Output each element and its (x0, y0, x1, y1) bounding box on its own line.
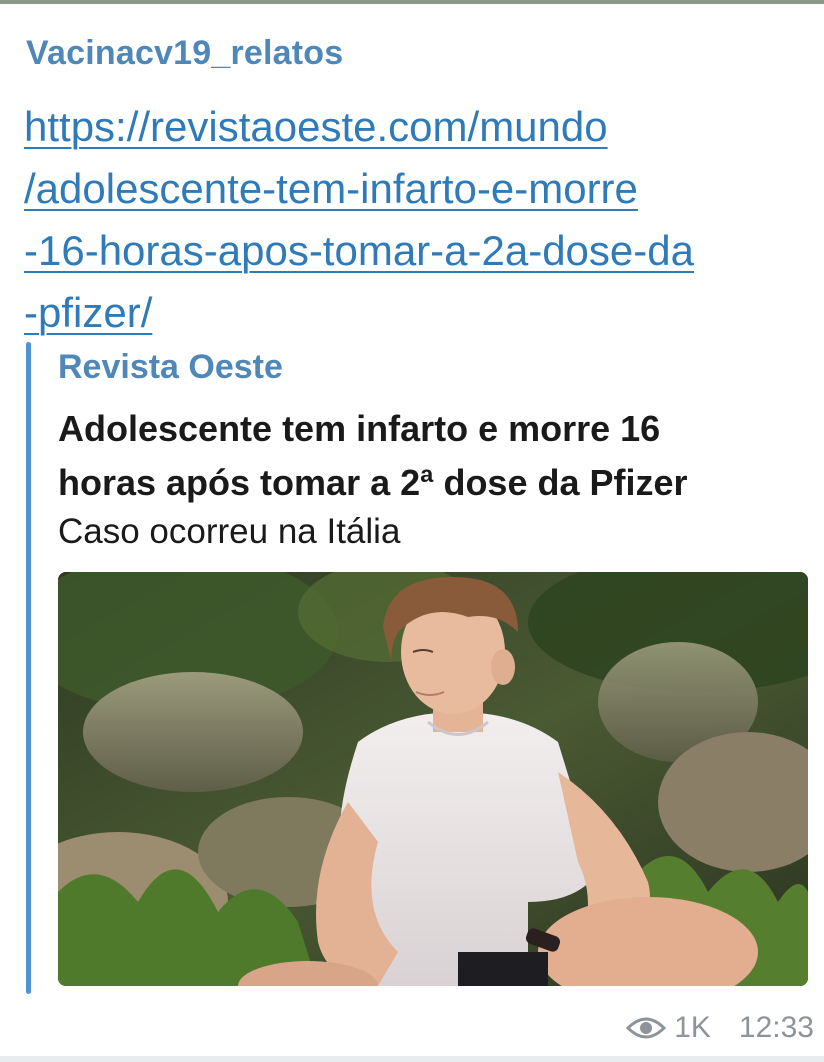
photo-of-teenager-sitting-among-rocks (58, 572, 808, 986)
link-line: https://revistaoeste.com/mundo (24, 103, 608, 150)
preview-description: Caso ocorreu na Itália (58, 512, 401, 551)
preview-accent-bar (26, 342, 31, 994)
link-preview[interactable] (26, 340, 816, 990)
link-line: /adolescente-tem-infarto-e-morre (24, 165, 638, 212)
link-line: -pfizer/ (24, 289, 153, 336)
channel-name[interactable]: Vacinacv19_relatos (26, 34, 344, 72)
link-line: -16-horas-apos-tomar-a-2a-dose-da (24, 227, 694, 274)
preview-title (58, 402, 798, 510)
message-time: 12:33 (738, 1011, 814, 1044)
preview-site-name: Revista Oeste (58, 348, 283, 386)
message-bubble (0, 4, 824, 1056)
message-meta (626, 1008, 814, 1048)
message-link[interactable] (24, 96, 814, 344)
preview-image[interactable] (58, 572, 808, 986)
bottom-edge (0, 1056, 824, 1062)
eye-icon (626, 1014, 666, 1042)
preview-title-line: horas após tomar a 2ª dose da Pfizer (58, 462, 688, 503)
preview-title-line: Adolescente tem infarto e morre 16 (58, 408, 661, 449)
views-count: 1K (674, 1011, 711, 1044)
